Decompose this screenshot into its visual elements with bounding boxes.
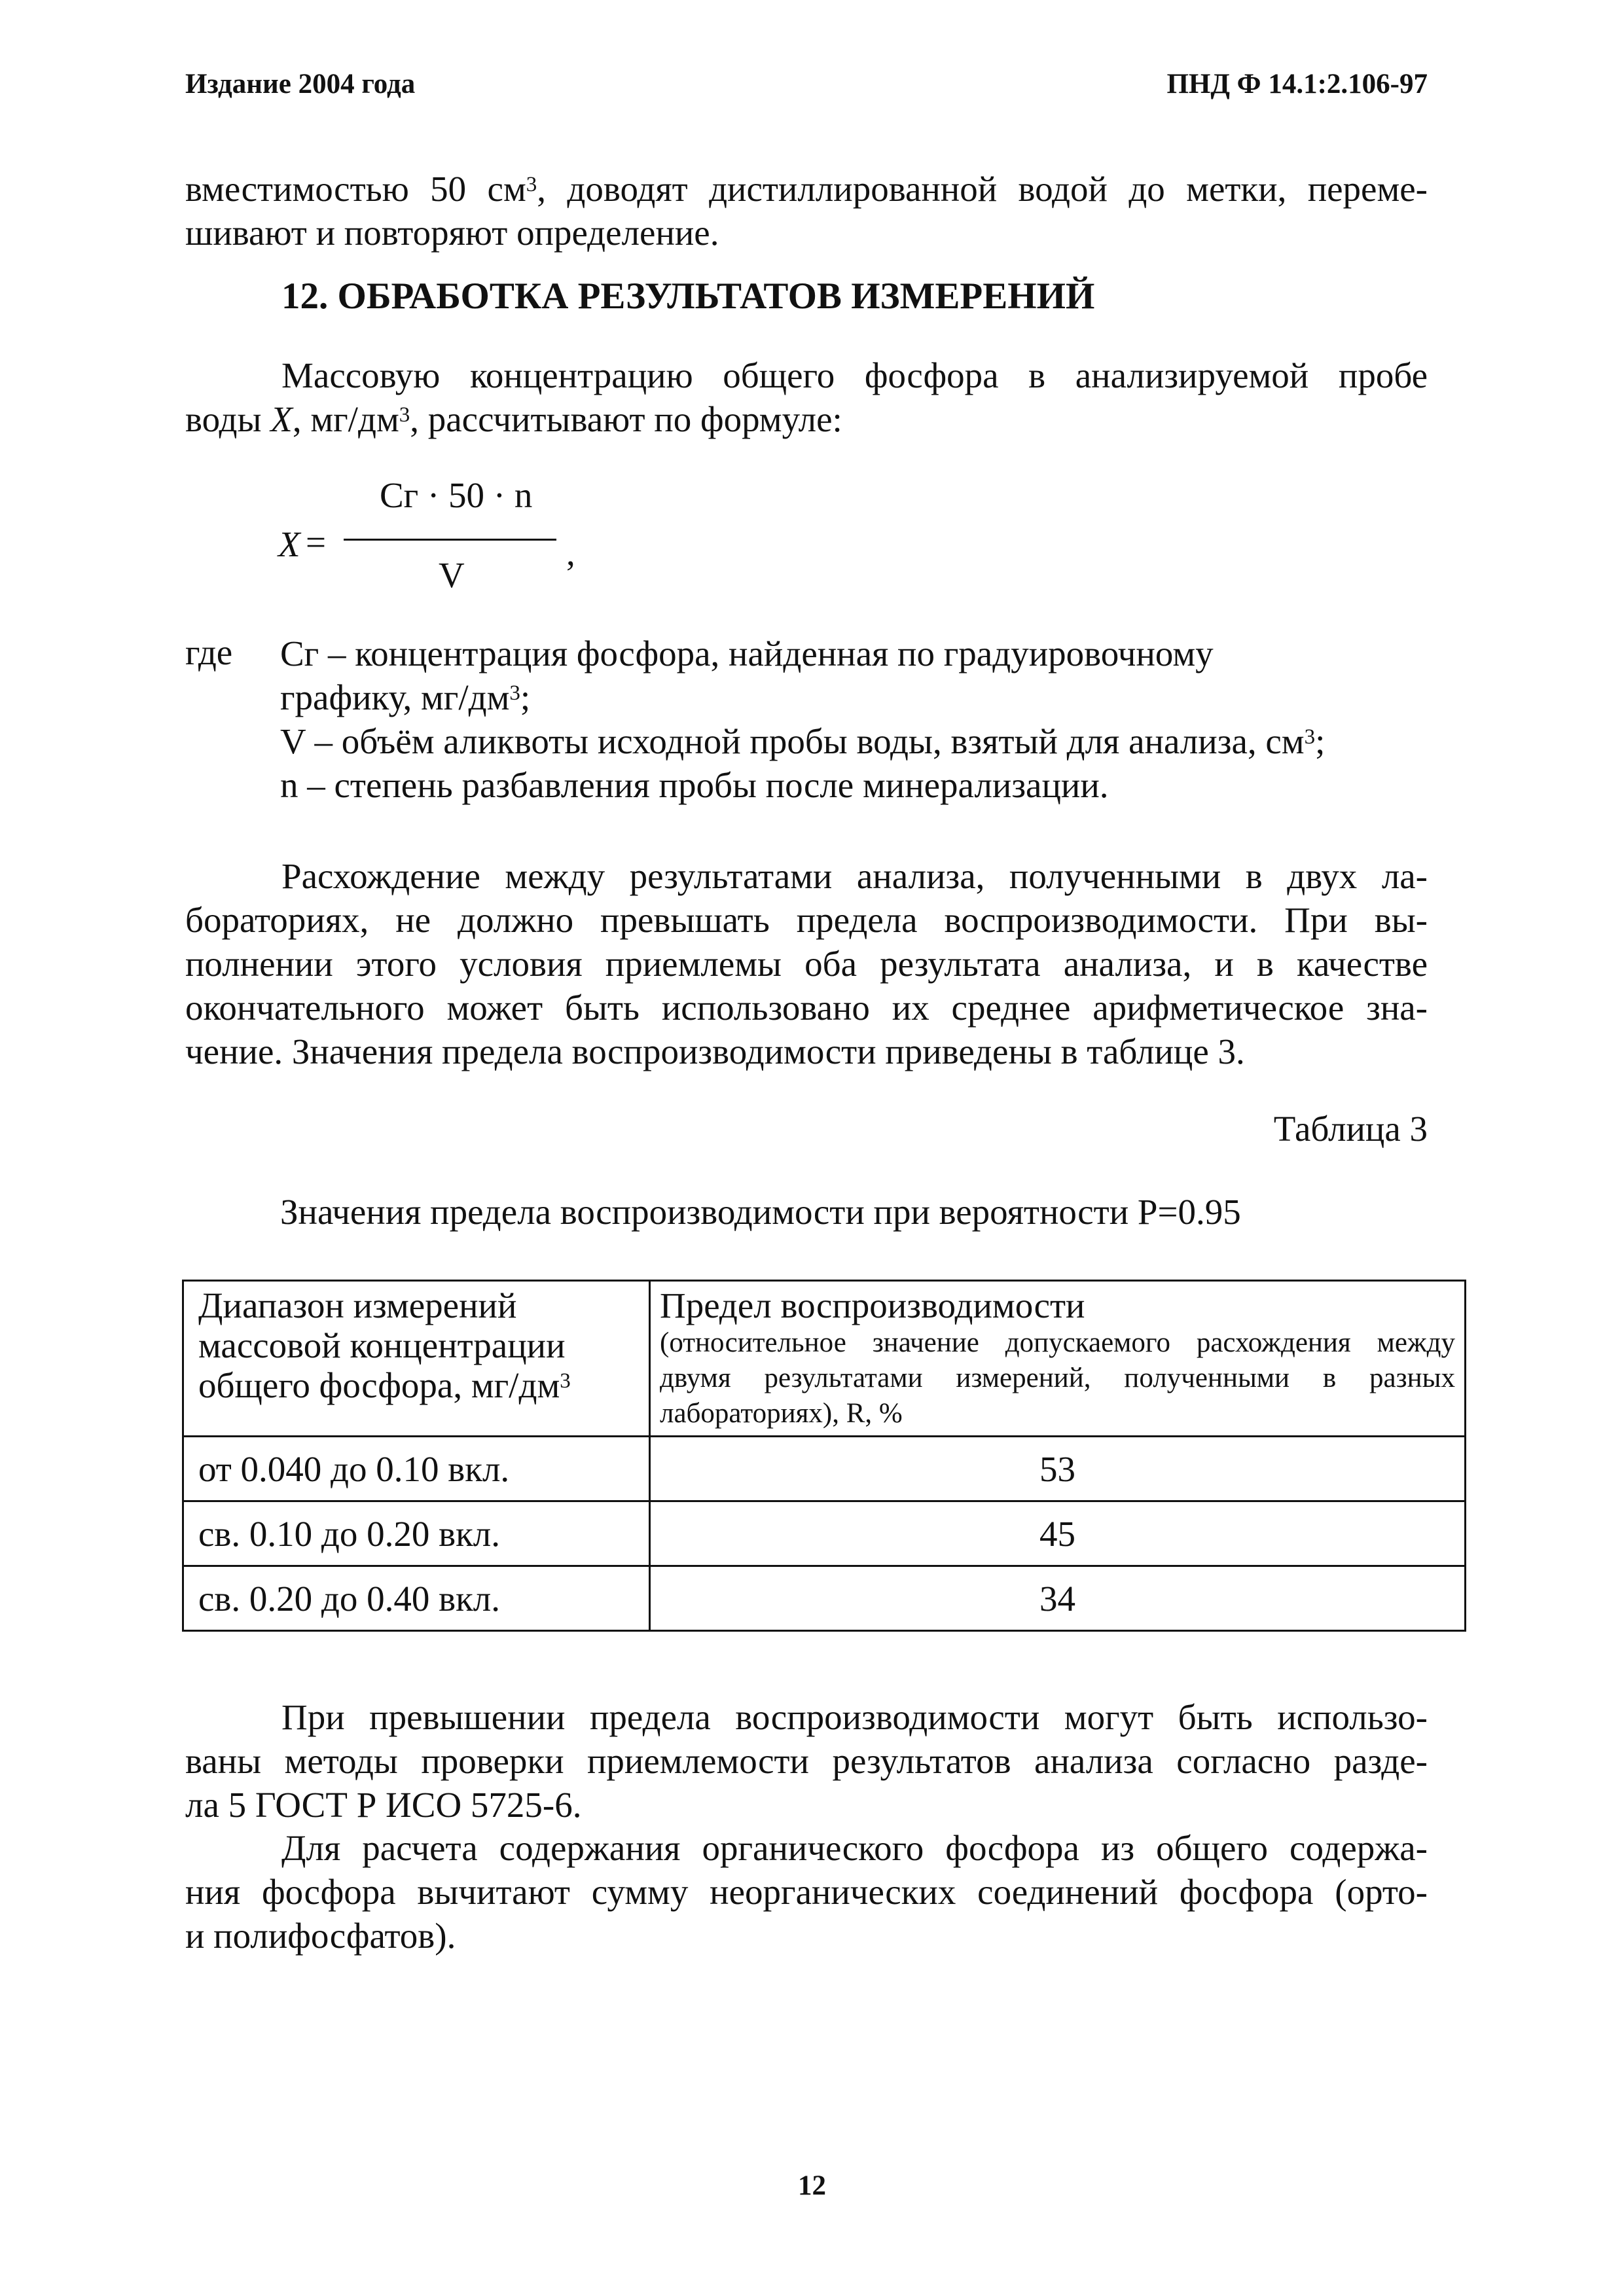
discrepancy-line: полнении этого условия приемлемы оба результата анализа, и в качестве <box>185 944 1428 984</box>
mass-line-2: воды X, $мг/дм^3$, рассчитывают по формуле: <box>185 399 842 439</box>
limit-value-cell: 45 <box>650 1501 1466 1566</box>
table-row <box>183 1501 1466 1566</box>
header-limit-note: (относительное значение допускаемого расхождения между двумя результатами измерений, полученными в разных лабораториях), R, % <box>660 1327 1455 1429</box>
formula-fraction-bar <box>344 539 556 541</box>
discrepancy-line: окончательного может быть использовано их среднее арифметическое зна- <box>185 988 1428 1028</box>
exceed-line: При превышении предела воспроизводимости могут быть использо- <box>281 1697 1428 1737</box>
range-cell: от 0.040 до 0.10 вкл. <box>183 1437 650 1501</box>
where-definitions <box>280 632 1432 807</box>
page-number: 12 <box>798 2170 826 2201</box>
organic-phosphorus-paragraph <box>185 1826 1428 1958</box>
table-row <box>183 1437 1466 1501</box>
header-cell-limit <box>650 1281 1466 1437</box>
exceed-paragraph <box>185 1695 1428 1827</box>
discrepancy-paragraph <box>185 854 1428 1073</box>
table-header-row <box>183 1281 1466 1437</box>
limit-value-cell: 34 <box>650 1566 1466 1631</box>
organic-line: ния фосфора вычитают сумму неорганических соединений фосфора (орто- <box>185 1872 1428 1912</box>
intro-line-1: вместимостью 50 $см^3$, доводят дистиллированной водой до метки, переме- <box>185 169 1428 209</box>
organic-line: Для расчета содержания органического фосфора из общего содержа- <box>281 1828 1428 1868</box>
definition-cg: Сг – концентрация фосфора, найденная по градуировочному <box>280 634 1214 673</box>
range-cell: св. 0.10 до 0.20 вкл. <box>183 1501 650 1566</box>
intro-paragraph <box>185 167 1428 255</box>
header-cell-range: Диапазон измерений массовой концентрации общего фосфора, $мг/дм^3$ <box>183 1281 650 1437</box>
formula-comma: , <box>566 533 575 573</box>
mass-line-1: Массовую концентрацию общего фосфора в анализируемой пробе <box>281 355 1428 395</box>
section-title: 12. ОБРАБОТКА РЕЗУЛЬТАТОВ ИЗМЕРЕНИЙ <box>281 276 1095 317</box>
definition-v: V – объём аликвоты исходной пробы воды, взятый для анализа, $см^3$; <box>280 721 1326 761</box>
organic-line: и полифосфатов). <box>185 1916 456 1956</box>
header-limit-title: Предел воспроизводимости <box>660 1285 1085 1325</box>
formula-numerator: Сг · 50 · n <box>380 475 533 515</box>
exceed-line: ваны методы проверки приемлемости результатов анализа согласно разде- <box>185 1741 1428 1781</box>
where-label: где <box>185 632 233 672</box>
discrepancy-line: чение. Значения предела воспроизводимости приведены в таблице 3. <box>185 1031 1245 1071</box>
formula <box>278 475 605 605</box>
reproducibility-table <box>182 1280 1466 1632</box>
definition-cg-cont: графику, $мг/дм^3$; <box>280 677 531 717</box>
mass-concentration-paragraph <box>185 353 1428 441</box>
discrepancy-line: бораториях, не должно превышать предела воспроизводимости. При вы- <box>185 900 1428 940</box>
table-label: Таблица 3 <box>1273 1109 1428 1149</box>
header-edition: Издание 2004 года <box>185 69 416 99</box>
exceed-line: ла 5 ГОСТ Р ИСО 5725-6. <box>185 1785 582 1825</box>
discrepancy-line: Расхождение между результатами анализа, полученными в двух ла- <box>281 856 1428 896</box>
formula-lhs: X <box>278 524 300 564</box>
table-title: Значения предела воспроизводимости при вероятности P=0.95 <box>280 1192 1241 1232</box>
formula-denominator: V <box>439 555 465 595</box>
range-cell: св. 0.20 до 0.40 вкл. <box>183 1566 650 1631</box>
formula-equals: = <box>306 522 327 562</box>
definition-n: n – степень разбавления пробы после минерализации. <box>280 765 1109 805</box>
table-row <box>183 1566 1466 1631</box>
intro-line-2: шивают и повторяют определение. <box>185 213 719 253</box>
limit-value-cell: 53 <box>650 1437 1466 1501</box>
header-document-code: ПНД Ф 14.1:2.106-97 <box>1166 69 1428 99</box>
